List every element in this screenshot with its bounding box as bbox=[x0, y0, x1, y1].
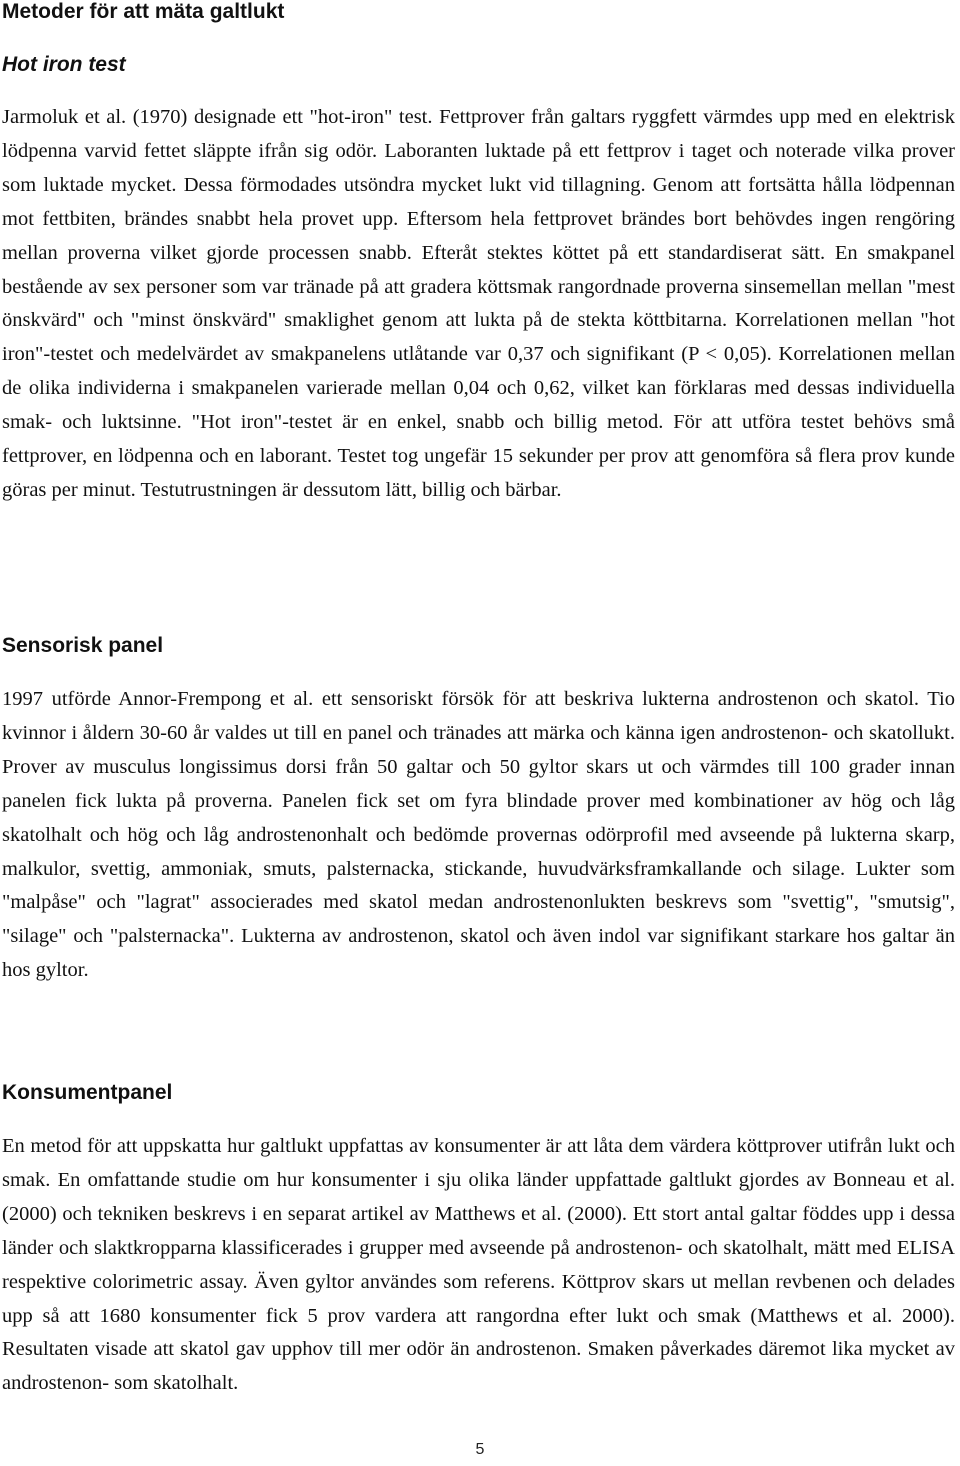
page-number: 5 bbox=[475, 1441, 485, 1458]
section-heading-sensorisk-panel: Sensorisk panel bbox=[2, 634, 164, 657]
section-heading-konsumentpanel: Konsumentpanel bbox=[2, 1081, 173, 1104]
section-paragraph-hot-iron-test: Jarmoluk et al. (1970) designade ett "hot-iron" test. Fettprover från galtars ryggfett värmdes upp med en elektrisk lödpenna varvid fettet släppte ifrån sig odör. Laboranten luktade på ett fettprov i taget och noterade vilka prover som luktade mycket. Dessa förmodades utsöndra mycket lukt vid tillagning. Genom att fortsätta hålla lödpennan mot fettbiten, brändes snabbt hela provet upp. Eftersom hela fettprovet brändes bort behövdes ingen rengöring mellan proverna vilket gjorde processen snabb. Efteråt stektes köttet på ett standardiserat sätt. En smakpanel bestående av sex personer som var tränade på att gradera köttsmak rangordnade proverna sinsemellan mellan "mest önskvärd" och "minst önskvärd" smaklighet genom att lukta på de stekta köttbitarna. Korrelationen mellan "hot iron"-testet och medelvärdet av smakpanelens utlåtande var 0,37 och signifikant (P < 0,05). Korrelationen mellan de olika individerna i smakpanelen varierade mellan 0,04 och 0,62, vilket kan förklaras med dessas individuella smak- och luktsinne. "Hot iron"-testet är en enkel, snabb och billig metod. För att utföra testet behövs små fettprover, en lödpenna och en laborant. Testet tog ungefär 15 sekunder per prov att genomföra så flera prov kunde göras per minut. Testutrustningen är dessutom lätt, billig och bärbar. bbox=[2, 106, 955, 501]
section-paragraph-sensorisk-panel: 1997 utförde Annor-Frempong et al. ett sensoriskt försök för att beskriva lukterna androstenon och skatol. Tio kvinnor i åldern 30-60 år valdes ut till en panel och tränades att märka och känna igen androstenon- och skatollukt. Prover av musculus longissimus dorsi från 50 galtar och 50 gyltor skars ut och värmdes till 100 grader innan panelen fick lukta på proverna. Panelen fick set om fyra blindade prover med kombinationer av hög och låg skatolhalt och hög och låg androstenonhalt och bedömde provernas odörprofil med avseende på lukterna skarp, malkulor, svettig, ammoniak, smuts, palsternacka, stickande, huvudvärksframkallande och silage. Lukter som "malpåse" och "lagrat" associerades med skatol medan androstenonlukten beskrevs som "svettig", "smutsig", "silage" och "palsternacka". Lukterna av androstenon, skatol och även indol var signifikant starkare hos galtar än hos gyltor. bbox=[2, 688, 955, 982]
section-heading-hot-iron-test: Hot iron test bbox=[2, 53, 126, 76]
page-title: Metoder för att mäta galtlukt bbox=[2, 0, 285, 23]
section-paragraph-konsumentpanel: En metod för att uppskatta hur galtlukt uppfattas av konsumenter är att låta dem värdera köttprover utifrån lukt och smak. En omfattande studie om hur konsumenter i sju olika länder uppfattade galtlukt gjordes av Bonneau et al. (2000) och tekniken beskrevs i en separat artikel av Matthews et al. (2000). Ett stort antal galtar föddes upp i dessa länder och slaktkropparna klassificerades i grupper med avseende på androstenon- och skatolhalt, mätt med ELISA respektive colorimetric assay. Även gyltor användes som referens. Köttprov skars ut mellan revbenen och delades upp så att 1680 konsumenter fick 5 prov vardera att rangordna efter lukt och smak (Matthews et al. 2000). Resultaten visade att skatol gav upphov till mer odör än androstenon. Smaken påverkades däremot lika mycket av androstenon- som skatolhalt. bbox=[2, 1135, 955, 1395]
